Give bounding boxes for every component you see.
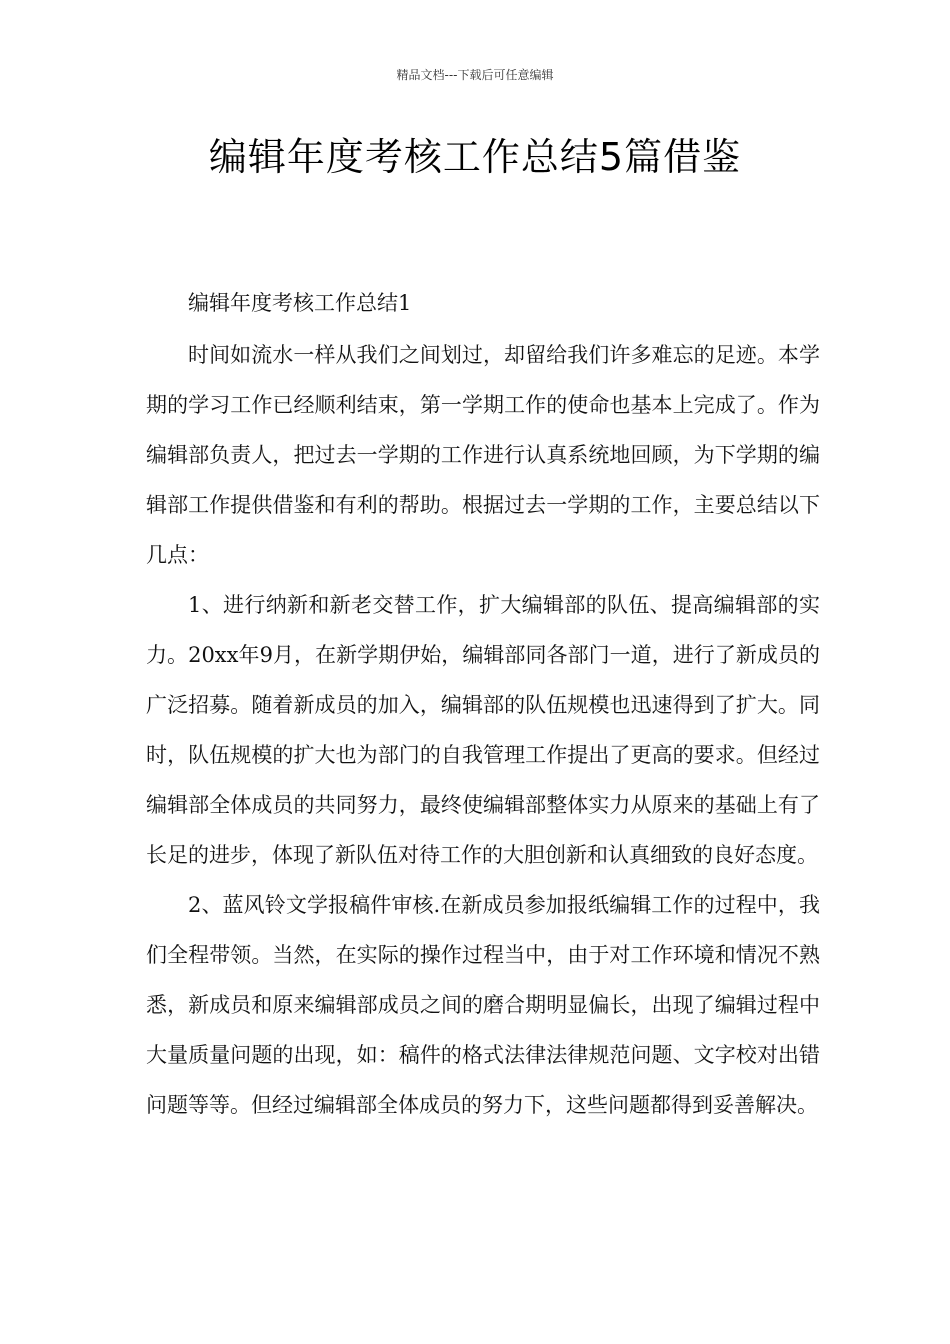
paragraph-intro: 时间如流水一样从我们之间划过，却留给我们许多难忘的足迹。本学期的学习工作已经顺利结束，第一学期工作的使命也基本上完成了。作为编辑部负责人，把过去一学期的工作进行认真系统地回顾，为下学期的编辑部工作提供借鉴和有利的帮助。根据过去一学期的工作，主要总结以下几点： (146, 343, 820, 567)
paragraph-point-2: 2、蓝风铃文学报稿件审核.在新成员参加报纸编辑工作的过程中，我们全程带领。当然，在实际的操作过程当中，由于对工作环境和情况不熟悉，新成员和原来编辑部成员之间的磨合期明显偏长，出现了编辑过程中大量质量问题的出现，如：稿件的格式法律法律规范问题、文字校对出错问题等等。但经过编辑部全体成员的努力下，这些问题都得到妥善解决。 (146, 893, 820, 1117)
document-title: 编辑年度考核工作总结5篇借鉴 (208, 135, 742, 179)
section-heading: 编辑年度考核工作总结1 (188, 291, 412, 315)
page-header-note: 精品文档---下载后可任意编辑 (396, 68, 554, 82)
paragraph-point-1: 1、进行纳新和新老交替工作，扩大编辑部的队伍、提高编辑部的实力。20xx年9月，在新学期伊始，编辑部同各部门一道，进行了新成员的广泛招募。随着新成员的加入，编辑部的队伍规模也迅速得到了扩大。同时，队伍规模的扩大也为部门的自我管理工作提出了更高的要求。但经过编辑部全体成员的共同努力，最终使编辑部整体实力从原来的基础上有了长足的进步，体现了新队伍对待工作的大胆创新和认真细致的良好态度。 (146, 593, 820, 867)
document-body (146, 280, 820, 1130)
